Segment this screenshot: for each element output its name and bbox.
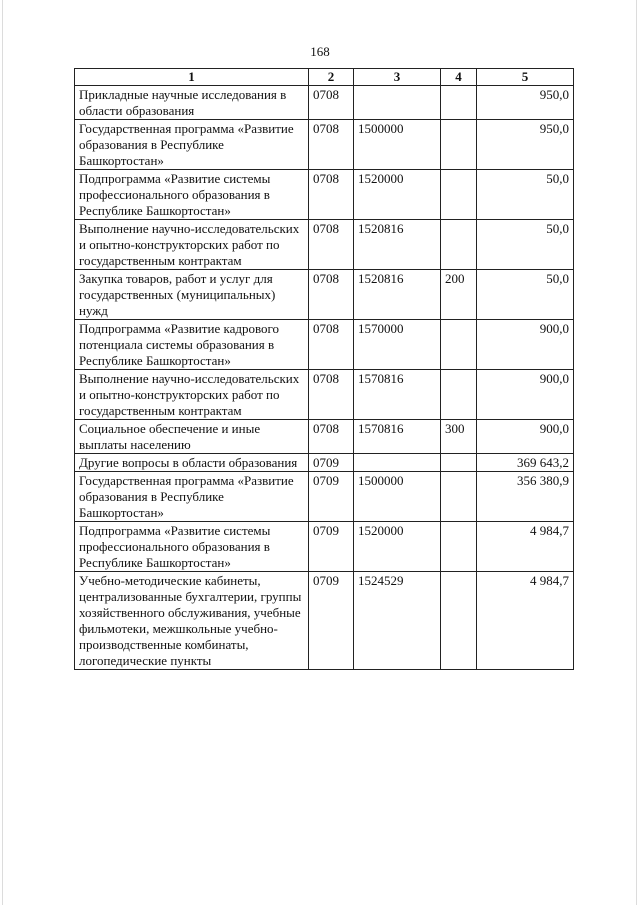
row-type: [441, 86, 477, 120]
row-amount: 356 380,9: [477, 472, 574, 522]
row-amount: 369 643,2: [477, 454, 574, 472]
row-target: 1570816: [354, 370, 441, 420]
row-name: Выполнение научно-исследовательских и опытно-конструкторских работ по государственным контрактам: [75, 370, 309, 420]
table-row: [75, 370, 574, 420]
table-row: [75, 320, 574, 370]
row-amount: 50,0: [477, 220, 574, 270]
row-section: 0708: [309, 120, 354, 170]
page-number: 168: [310, 44, 330, 59]
row-target: [354, 454, 441, 472]
row-name: Подпрограмма «Развитие кадрового потенциала системы образования в Республике Башкортостан»: [75, 320, 309, 370]
row-name: Государственная программа «Развитие образования в Республике Башкортостан»: [75, 472, 309, 522]
row-name: Учебно-методические кабинеты, централизованные бухгалтерии, группы хозяйственного обслуживания, учебные фильмотеки, межшкольные учебно-производственные комбинаты, логопедические пункты: [75, 572, 309, 670]
row-amount: 50,0: [477, 270, 574, 320]
row-section: 0708: [309, 270, 354, 320]
table-row: [75, 472, 574, 522]
table-header-row: [75, 69, 574, 86]
row-section: 0708: [309, 370, 354, 420]
row-type: [441, 522, 477, 572]
table-row: [75, 270, 574, 320]
row-type: [441, 170, 477, 220]
row-section: 0708: [309, 320, 354, 370]
row-name: Государственная программа «Развитие образования в Республике Башкортостан»: [75, 120, 309, 170]
row-amount: 950,0: [477, 86, 574, 120]
row-amount: 4 984,7: [477, 572, 574, 670]
table-row: [75, 454, 574, 472]
row-type: 300: [441, 420, 477, 454]
header-target-col: 3: [354, 69, 441, 86]
row-name: Другие вопросы в области образования: [75, 454, 309, 472]
table-row: [75, 120, 574, 170]
row-target: 1520000: [354, 522, 441, 572]
row-type: [441, 320, 477, 370]
row-section: 0708: [309, 220, 354, 270]
row-type: [441, 370, 477, 420]
row-target: 1524529: [354, 572, 441, 670]
row-target: 1520000: [354, 170, 441, 220]
row-section: 0708: [309, 86, 354, 120]
row-name: Выполнение научно-исследовательских и опытно-конструкторских работ по государственным контрактам: [75, 220, 309, 270]
table-row: [75, 522, 574, 572]
row-amount: 50,0: [477, 170, 574, 220]
row-section: 0709: [309, 572, 354, 670]
row-amount: 900,0: [477, 370, 574, 420]
table-row: [75, 420, 574, 454]
row-type: [441, 120, 477, 170]
row-target: [354, 86, 441, 120]
row-target: 1570816: [354, 420, 441, 454]
row-amount: 950,0: [477, 120, 574, 170]
row-name: Социальное обеспечение и иные выплаты населению: [75, 420, 309, 454]
table-row: [75, 170, 574, 220]
table-row: [75, 572, 574, 670]
row-type: [441, 454, 477, 472]
row-target: 1500000: [354, 120, 441, 170]
row-section: 0708: [309, 420, 354, 454]
budget-table: [74, 68, 574, 670]
row-target: 1500000: [354, 472, 441, 522]
row-name: Подпрограмма «Развитие системы профессионального образования в Республике Башкортостан»: [75, 522, 309, 572]
row-amount: 900,0: [477, 420, 574, 454]
header-type-col: 4: [441, 69, 477, 86]
row-section: 0709: [309, 472, 354, 522]
row-type: [441, 220, 477, 270]
row-section: 0708: [309, 170, 354, 220]
header-name-col: 1: [75, 69, 309, 86]
row-type: 200: [441, 270, 477, 320]
row-target: 1570000: [354, 320, 441, 370]
header-section-col: 2: [309, 69, 354, 86]
row-amount: 4 984,7: [477, 522, 574, 572]
row-type: [441, 472, 477, 522]
row-name: Закупка товаров, работ и услуг для государственных (муниципальных) нужд: [75, 270, 309, 320]
table-row: [75, 220, 574, 270]
scan-edge-left: [2, 0, 3, 905]
row-target: 1520816: [354, 270, 441, 320]
table-row: [75, 86, 574, 120]
scan-edge-right: [636, 0, 637, 905]
row-target: 1520816: [354, 220, 441, 270]
header-amount-col: 5: [477, 69, 574, 86]
row-type: [441, 572, 477, 670]
row-section: 0709: [309, 454, 354, 472]
row-name: Прикладные научные исследования в области образования: [75, 86, 309, 120]
row-section: 0709: [309, 522, 354, 572]
row-name: Подпрограмма «Развитие системы профессионального образования в Республике Башкортостан»: [75, 170, 309, 220]
row-amount: 900,0: [477, 320, 574, 370]
